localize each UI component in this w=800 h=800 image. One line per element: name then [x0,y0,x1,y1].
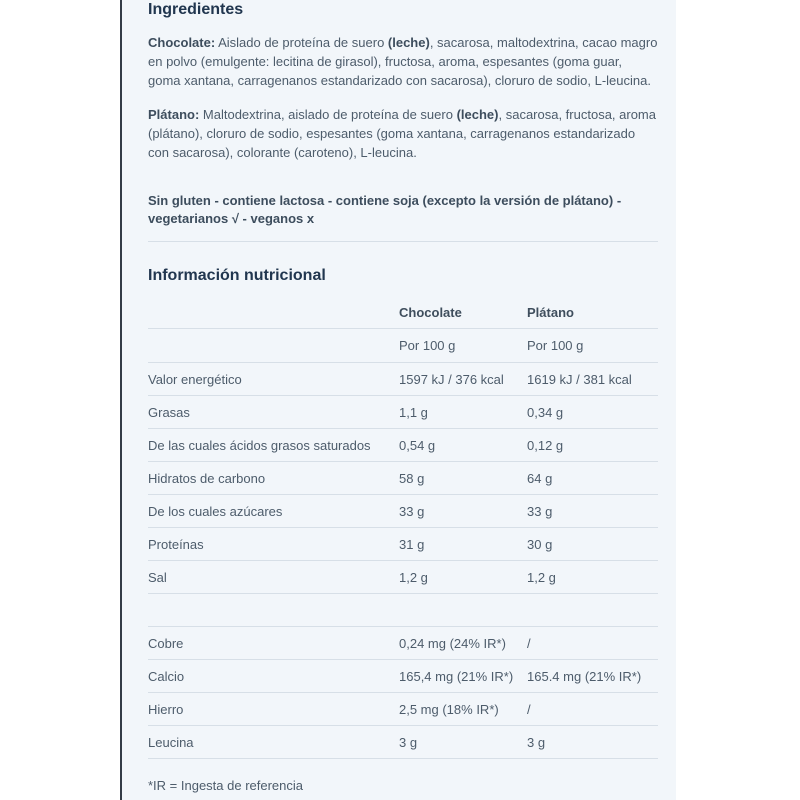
row-label: Cobre [148,635,184,651]
value-platano: 0,34 g [527,404,564,420]
table-row [148,528,658,561]
row-label: Leucina [148,734,194,750]
value-chocolate: 3 g [399,734,418,750]
product-info-panel [120,0,676,800]
table-row [148,495,658,528]
serving-chocolate: Por 100 g [399,338,456,353]
platano-text-2: , sacarosa, fructosa, aroma (plátano), cloruro de sodio, espesantes (goma xantana, carragenanos estandarizado con sacarosa), colorante (caroteno), L-leucina. [148,107,656,160]
value-chocolate: 2,5 mg (18% IR*) [399,701,499,717]
platano-label: Plátano: [148,107,200,122]
row-label: Valor energético [148,371,242,387]
table-row [148,429,658,462]
dietary-note: Sin gluten - contiene lactosa - contiene soja (excepto la versión de plátano) - vegetarianos √ - veganos x [148,193,622,226]
nutrition-table [148,296,658,759]
serving-platano: Por 100 g [527,338,584,353]
row-label: Hierro [148,701,184,717]
row-label: Grasas [148,404,190,420]
value-platano: 3 g [527,734,546,750]
value-platano: 64 g [527,470,553,486]
column-header-platano: Plátano [527,304,574,320]
value-platano: 165.4 mg (21% IR*) [527,668,642,684]
platano-text-1: Maltodextrina, aislado de proteína de suero [199,107,457,122]
ingredients-paragraph-chocolate [148,33,658,90]
chocolate-text-1: Aislado de proteína de suero [215,35,388,50]
value-platano: 30 g [527,536,553,552]
panel-content [122,0,676,793]
row-label: De los cuales azúcares [148,503,283,519]
value-chocolate: 1,2 g [399,569,428,585]
table-row [148,627,658,660]
value-chocolate: 58 g [399,470,425,486]
value-chocolate: 1,1 g [399,404,428,420]
table-row-empty [148,594,658,627]
table-header-row [148,296,658,329]
table-row [148,363,658,396]
value-chocolate: 165,4 mg (21% IR*) [399,668,514,684]
table-row [148,660,658,693]
table-row [148,693,658,726]
table-row [148,462,658,495]
value-platano: 0,12 g [527,437,564,453]
value-chocolate: 0,24 mg (24% IR*) [399,635,506,651]
nutrition-title: Información nutricional [148,267,326,284]
value-platano: 1619 kJ / 381 kcal [527,371,632,387]
row-label: Calcio [148,668,185,684]
row-label: De las cuales ácidos grasos saturados [148,437,371,453]
value-chocolate: 31 g [399,536,425,552]
value-platano: 1,2 g [527,569,556,585]
row-label: Sal [148,569,167,585]
table-row [148,561,658,594]
platano-allergen: (leche) [456,107,499,122]
value-chocolate: 1597 kJ / 376 kcal [399,371,504,387]
table-subheader-row [148,329,658,363]
row-label: Proteínas [148,536,204,552]
chocolate-text-2: , sacarosa, maltodextrina, cacao magro en polvo (emulgente: lecitina de girasol), fructosa, aroma, espesantes (goma guar, goma xantana, carragenanos estandarizado con sacarosa), cloruro de sodio, L-leucina. [148,35,658,88]
chocolate-label: Chocolate: [148,35,216,50]
row-label: Hidratos de carbono [148,470,266,486]
ingredients-title: Ingredientes [148,1,244,18]
ingredients-paragraph-platano [148,105,658,162]
value-chocolate: 0,54 g [399,437,436,453]
value-platano: / [527,701,531,717]
column-header-chocolate: Chocolate [399,304,462,320]
chocolate-allergen: (leche) [387,35,430,50]
value-chocolate: 33 g [399,503,425,519]
reference-intake-footnote: *IR = Ingesta de referencia [148,778,304,793]
table-row [148,396,658,429]
value-platano: 33 g [527,503,553,519]
value-platano: / [527,635,531,651]
table-row [148,726,658,759]
section-divider [148,241,658,242]
